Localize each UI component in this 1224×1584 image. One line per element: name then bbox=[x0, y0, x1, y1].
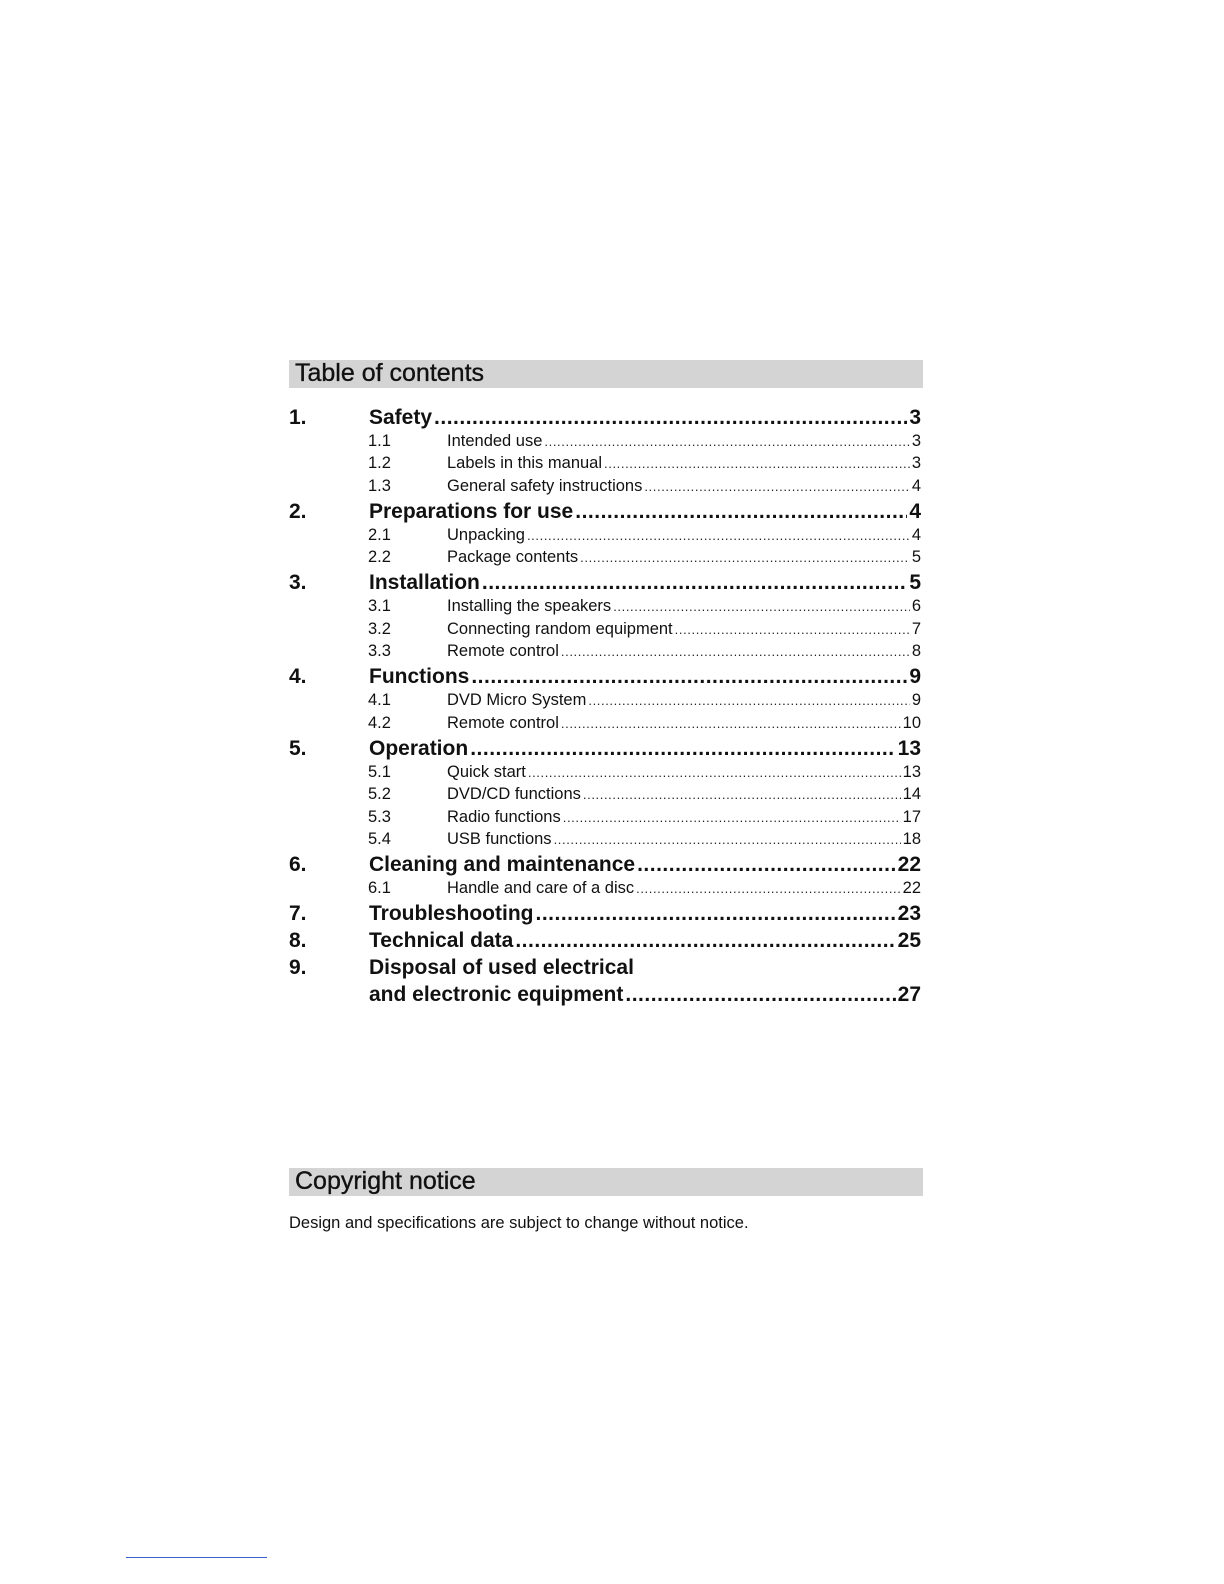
toc-subentry-page: 7 bbox=[911, 619, 921, 638]
toc-leader-dots bbox=[434, 406, 907, 430]
toc-subentry-page: 8 bbox=[911, 642, 921, 661]
toc-subentry-page: 18 bbox=[902, 829, 921, 848]
toc-subentry-number: 1.2 bbox=[368, 454, 391, 473]
toc-leader-dots bbox=[637, 853, 896, 877]
toc-subentry-number: 3.1 bbox=[368, 597, 391, 616]
copyright-text: Design and specifications are subject to change without notice. bbox=[289, 1214, 749, 1232]
toc-subentry[interactable] bbox=[289, 524, 921, 546]
toc-entry[interactable] bbox=[289, 956, 921, 980]
toc-subentry-title: Installing the speakers bbox=[447, 595, 613, 617]
toc-entry-title: Functions bbox=[369, 665, 470, 689]
toc-leader-dots bbox=[527, 525, 910, 547]
toc-subentry[interactable] bbox=[289, 430, 921, 452]
toc-leader-dots bbox=[644, 476, 909, 498]
toc-entry-page: 25 bbox=[897, 929, 921, 953]
toc-subentry[interactable] bbox=[289, 595, 921, 617]
toc-subentry[interactable] bbox=[289, 546, 921, 568]
table-of-contents bbox=[289, 403, 921, 1007]
toc-subentry-number: 6.1 bbox=[368, 879, 391, 898]
toc-entry-number: 2. bbox=[289, 499, 307, 523]
toc-entry-page: 27 bbox=[897, 983, 921, 1007]
toc-subentry-page: 13 bbox=[902, 762, 921, 781]
toc-subentry-title: Connecting random equipment bbox=[447, 618, 675, 640]
footer-rule bbox=[126, 1557, 267, 1558]
toc-subentry-number: 5.3 bbox=[368, 807, 391, 826]
toc-leader-dots bbox=[544, 431, 909, 453]
toc-entry-number: 9. bbox=[289, 956, 307, 980]
toc-leader-dots bbox=[575, 500, 907, 524]
toc-leader-dots bbox=[470, 737, 895, 761]
toc-entry-page: 9 bbox=[909, 665, 921, 689]
toc-subentry-page: 3 bbox=[911, 454, 921, 473]
toc-entry-title: Preparations for use bbox=[369, 499, 574, 523]
toc-entry-number: 6. bbox=[289, 853, 307, 877]
toc-subentry-title: Radio functions bbox=[447, 806, 563, 828]
toc-leader-dots bbox=[675, 619, 910, 641]
toc-subentry-number: 2.1 bbox=[368, 525, 391, 544]
toc-leader-dots bbox=[528, 762, 901, 784]
toc-subentry-page: 14 bbox=[902, 785, 921, 804]
toc-subentry-title: DVD/CD functions bbox=[447, 783, 583, 805]
toc-subentry-title: Package contents bbox=[447, 546, 580, 568]
toc-entry-page: 3 bbox=[909, 406, 921, 429]
toc-entry-page: 5 bbox=[909, 571, 921, 595]
toc-entry-title: Operation bbox=[369, 736, 469, 760]
toc-entry-number: 7. bbox=[289, 902, 307, 926]
toc-entry-title: Technical data bbox=[369, 929, 514, 953]
toc-subentry-title: Remote control bbox=[447, 640, 561, 662]
toc-subentry-number: 3.3 bbox=[368, 642, 391, 661]
toc-subentry-number: 1.1 bbox=[368, 432, 391, 450]
toc-leader-dots bbox=[583, 784, 901, 806]
toc-entry[interactable] bbox=[289, 665, 921, 689]
toc-subentry-number: 2.2 bbox=[368, 548, 391, 567]
toc-subentry-page: 17 bbox=[902, 807, 921, 826]
toc-leader-dots bbox=[482, 571, 907, 595]
toc-subentry[interactable] bbox=[289, 452, 921, 474]
toc-entry-title-continued: and electronic equipment bbox=[369, 983, 624, 1007]
toc-subentry-page: 9 bbox=[911, 691, 921, 710]
toc-subentry[interactable] bbox=[289, 475, 921, 497]
toc-entry[interactable] bbox=[289, 853, 921, 877]
toc-subentry[interactable] bbox=[289, 877, 921, 899]
toc-entry-title: Disposal of used electrical bbox=[369, 956, 634, 980]
toc-leader-dots bbox=[613, 596, 910, 618]
toc-entry-page: 4 bbox=[909, 499, 921, 523]
toc-heading: Table of contents bbox=[295, 359, 485, 387]
toc-subentry-number: 3.2 bbox=[368, 619, 391, 638]
toc-leader-dots bbox=[588, 690, 909, 712]
toc-subentry-page: 4 bbox=[911, 525, 921, 544]
toc-subentry-number: 4.1 bbox=[368, 691, 391, 710]
toc-subentry-number: 1.3 bbox=[368, 476, 391, 495]
toc-subentry-page: 22 bbox=[902, 879, 921, 898]
toc-subentry-title: General safety instructions bbox=[447, 475, 644, 497]
toc-subentry[interactable] bbox=[289, 618, 921, 640]
toc-entry-page: 22 bbox=[897, 853, 921, 877]
toc-subentry-page: 6 bbox=[911, 597, 921, 616]
toc-entry-title: Cleaning and maintenance bbox=[369, 853, 636, 877]
toc-entry-number: 3. bbox=[289, 571, 307, 595]
toc-leader-dots bbox=[561, 641, 910, 663]
copyright-heading-bar bbox=[289, 1168, 923, 1196]
toc-subentry[interactable] bbox=[289, 640, 921, 662]
toc-entry[interactable] bbox=[289, 500, 921, 524]
toc-entry-number: 1. bbox=[289, 406, 307, 429]
toc-subentry[interactable] bbox=[289, 806, 921, 828]
toc-subentry-title: Labels in this manual bbox=[447, 452, 604, 474]
toc-subentry-number: 4.2 bbox=[368, 713, 391, 732]
toc-subentry-number: 5.1 bbox=[368, 762, 391, 781]
toc-entry-page: 23 bbox=[897, 902, 921, 926]
toc-entry-number: 5. bbox=[289, 736, 307, 760]
toc-subentry-page: 3 bbox=[911, 432, 921, 450]
toc-leader-dots bbox=[471, 665, 907, 689]
toc-entry[interactable] bbox=[289, 571, 921, 595]
toc-subentry-page: 10 bbox=[902, 713, 921, 732]
toc-entry[interactable] bbox=[289, 737, 921, 761]
toc-subentry[interactable] bbox=[289, 689, 921, 711]
toc-entry-title: Safety bbox=[369, 406, 433, 429]
copyright-heading: Copyright notice bbox=[295, 1167, 476, 1195]
toc-leader-dots bbox=[625, 983, 895, 1007]
toc-leader-dots bbox=[515, 929, 895, 953]
toc-subentry-number: 5.4 bbox=[368, 829, 391, 848]
toc-subentry[interactable] bbox=[289, 828, 921, 850]
toc-entry-page: 13 bbox=[897, 736, 921, 760]
toc-leader-dots bbox=[636, 878, 901, 900]
toc-subentry-title: DVD Micro System bbox=[447, 689, 588, 711]
toc-entry-number: 8. bbox=[289, 929, 307, 953]
toc-entry[interactable] bbox=[289, 929, 921, 953]
toc-entry[interactable] bbox=[289, 406, 921, 430]
toc-leader-dots bbox=[563, 807, 901, 829]
toc-entry[interactable] bbox=[289, 902, 921, 926]
toc-subentry[interactable] bbox=[289, 712, 921, 734]
toc-subentry-page: 4 bbox=[911, 476, 921, 495]
toc-entry-title: Troubleshooting bbox=[369, 902, 534, 926]
toc-subentry-title: USB functions bbox=[447, 828, 554, 850]
toc-subentry[interactable] bbox=[289, 783, 921, 805]
toc-entry-number: 4. bbox=[289, 665, 307, 689]
toc-entry-continued[interactable] bbox=[289, 983, 921, 1007]
toc-subentry-title: Intended use bbox=[447, 430, 544, 452]
toc-subentry-title: Remote control bbox=[447, 712, 561, 734]
toc-subentry-title: Quick start bbox=[447, 761, 528, 783]
toc-leader-dots bbox=[535, 902, 895, 926]
toc-subentry-page: 5 bbox=[911, 548, 921, 567]
toc-leader-dots bbox=[604, 453, 910, 475]
toc-entry-title: Installation bbox=[369, 571, 480, 595]
toc-subentry-title: Unpacking bbox=[447, 524, 527, 546]
toc-subentry-title: Handle and care of a disc bbox=[447, 877, 636, 899]
toc-leader-dots bbox=[580, 547, 910, 569]
toc-heading-bar bbox=[289, 360, 923, 388]
toc-leader-dots bbox=[561, 713, 901, 735]
toc-subentry-number: 5.2 bbox=[368, 785, 391, 804]
toc-subentry[interactable] bbox=[289, 761, 921, 783]
toc-leader-dots bbox=[554, 829, 901, 851]
